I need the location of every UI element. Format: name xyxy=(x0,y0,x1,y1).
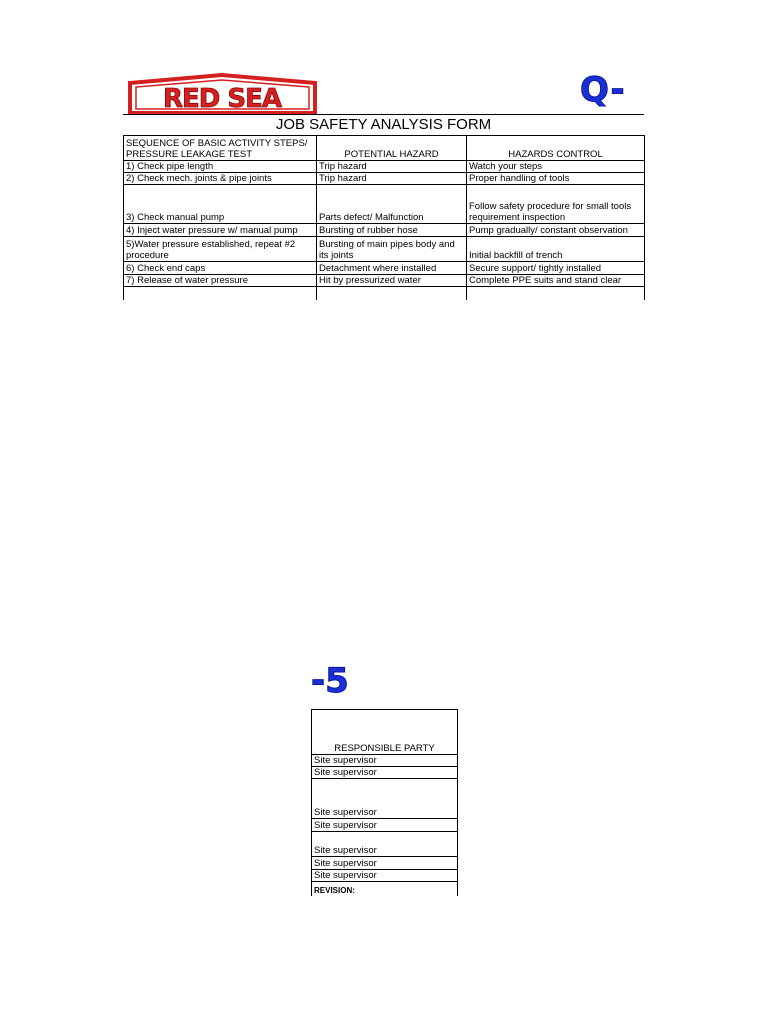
svg-text:RED SEA: RED SEA xyxy=(162,84,282,114)
jsa-table xyxy=(123,135,645,300)
table-row xyxy=(312,870,458,882)
hazard-cell: Bursting of main pipes body and its joints xyxy=(317,237,467,262)
responsible-cell: Site supervisor xyxy=(312,767,458,779)
table-row xyxy=(124,224,645,237)
control-cell: Proper handling of tools xyxy=(467,173,645,185)
table-row xyxy=(124,262,645,275)
column-header-sequence: SEQUENCE OF BASIC ACTIVITY STEPS/ PRESSURE LEAKAGE TEST xyxy=(124,136,317,161)
responsible-party-table xyxy=(311,709,458,896)
step-cell: 1) Check pipe length xyxy=(124,161,317,173)
table-row xyxy=(312,819,458,832)
table-row xyxy=(124,161,645,173)
form-title: JOB SAFETY ANALYSIS FORM xyxy=(275,116,492,133)
column-header-control: HAZARDS CONTROL xyxy=(467,136,645,161)
control-cell: Pump gradually/ constant observation xyxy=(467,224,645,237)
document-code-prefix: Q- xyxy=(580,70,626,110)
table-row xyxy=(124,173,645,185)
red-sea-logo xyxy=(126,73,319,115)
step-cell: 2) Check mech. joints & pipe joints xyxy=(124,173,317,185)
control-cell: Follow safety procedure for small tools requirement inspection xyxy=(467,185,645,224)
table-row xyxy=(312,755,458,767)
responsible-cell: Site supervisor xyxy=(312,819,458,832)
step-cell: 7) Release of water pressure xyxy=(124,275,317,287)
responsible-cell: Site supervisor xyxy=(312,832,458,857)
table-row xyxy=(312,832,458,857)
hazard-cell: Trip hazard xyxy=(317,161,467,173)
step-cell: 5)Water pressure established, repeat #2 procedure xyxy=(124,237,317,262)
column-header-hazard: POTENTIAL HAZARD xyxy=(317,136,467,161)
hazard-cell: Parts defect/ Malfunction xyxy=(317,185,467,224)
column-header-responsible: RESPONSIBLE PARTY xyxy=(312,710,458,755)
table-row xyxy=(312,767,458,779)
table-header-row xyxy=(124,136,645,161)
revision-label: REVISION: xyxy=(312,882,458,896)
table-row xyxy=(312,779,458,819)
control-cell: Watch your steps xyxy=(467,161,645,173)
table-row xyxy=(124,185,645,224)
control-cell: Secure support/ tightly installed xyxy=(467,262,645,275)
responsible-cell: Site supervisor xyxy=(312,870,458,882)
step-cell: 3) Check manual pump xyxy=(124,185,317,224)
table-row xyxy=(312,857,458,870)
hazard-cell: Hit by pressurized water xyxy=(317,275,467,287)
table-row xyxy=(124,237,645,262)
document-code-suffix: -5 xyxy=(311,661,349,701)
revision-row xyxy=(312,882,458,896)
hazard-cell: Trip hazard xyxy=(317,173,467,185)
control-cell: Complete PPE suits and stand clear xyxy=(467,275,645,287)
control-cell: Initial backfill of trench xyxy=(467,237,645,262)
step-cell: 6) Check end caps xyxy=(124,262,317,275)
responsible-cell: Site supervisor xyxy=(312,857,458,870)
table-row xyxy=(124,275,645,287)
hazard-cell: Bursting of rubber hose xyxy=(317,224,467,237)
responsible-cell: Site supervisor xyxy=(312,779,458,819)
table-header-row xyxy=(312,710,458,755)
responsible-cell: Site supervisor xyxy=(312,755,458,767)
step-cell: 4) Inject water pressure w/ manual pump xyxy=(124,224,317,237)
hazard-cell: Detachment where installed xyxy=(317,262,467,275)
table-row-empty xyxy=(124,287,645,300)
